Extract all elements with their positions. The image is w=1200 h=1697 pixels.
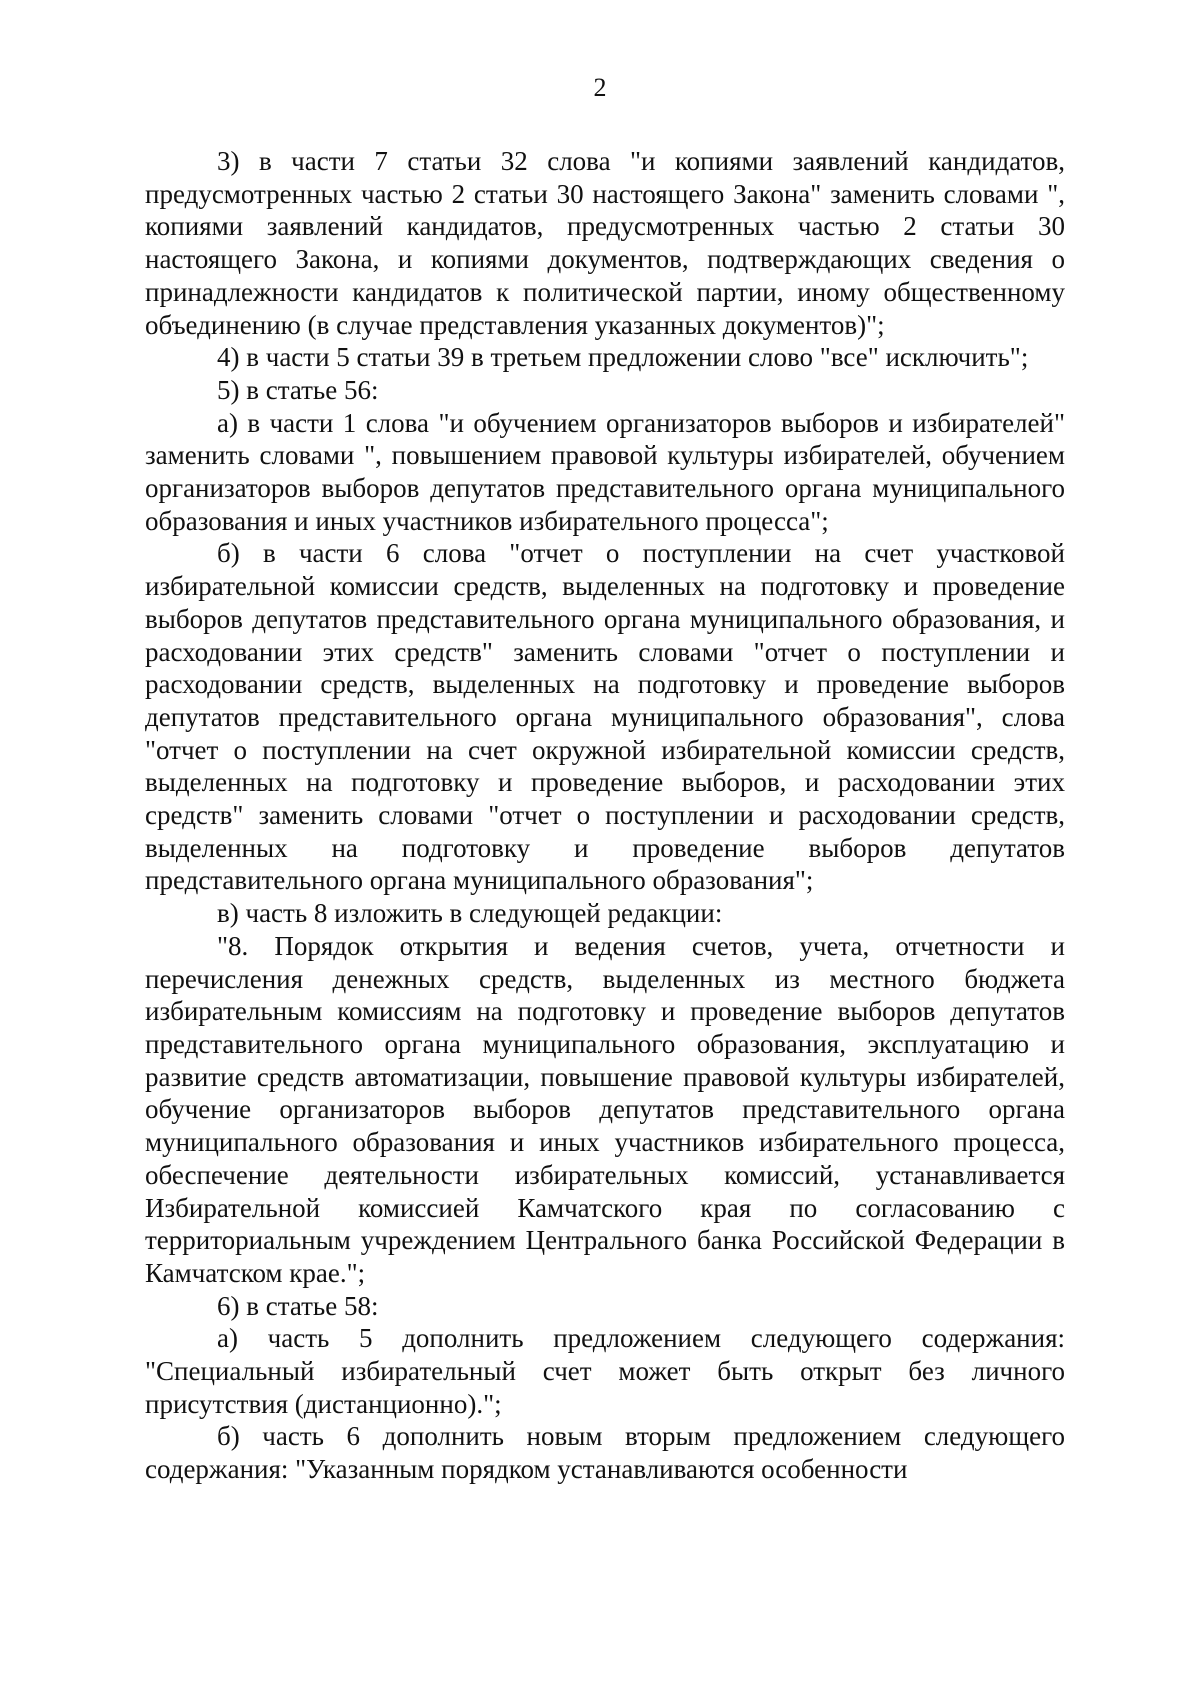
- page-number: 2: [593, 73, 607, 102]
- paragraph-item-6: 6) в статье 58:: [217, 1290, 379, 1321]
- paragraph-item-5: 5) в статье 56:: [217, 374, 379, 405]
- paragraph-subitem-5v: в) часть 8 изложить в следующей редакции:: [217, 898, 723, 929]
- paragraph-item-4: 4) в части 5 статьи 39 в третьем предложении слово "все" исключить";: [217, 342, 1029, 373]
- document-body: [145, 145, 1065, 1486]
- paragraph-subitem-5b: б) в части 6 слова "отчет о поступлении на счет участковой избирательной комиссии средств, выделенных на подготовку и проведение выборов депутатов представительного органа муниципального образования, и расходовании этих средств" заменить словами "отчет о поступлении и расходовании средств, выделенных на подготовку и проведение выборов депутатов представительного органа муниципального образования", слова "отчет о поступлении на счет окружной избирательной комиссии средств, выделенных на подготовку и проведение выборов, и расходовании этих средств" заменить словами "отчет о поступлении и расходовании средств, выделенных на подготовку и проведение выборов депутатов представительного органа муниципального образования";: [145, 538, 1065, 896]
- paragraph-subitem-6a: а) часть 5 дополнить предложением следующего содержания: "Специальный избирательный счет может быть открыт без личного присутствия (дистанционно).";: [145, 1323, 1065, 1419]
- paragraph-subitem-5a: а) в части 1 слова "и обучением организаторов выборов и избирателей" заменить словами ", повышением правовой культуры избирателей, обучением организаторов выборов депутатов представительного органа муниципального образования и иных участников избирательного процесса";: [145, 407, 1065, 536]
- paragraph-subitem-6b: б) часть 6 дополнить новым вторым предложением следующего содержания: "Указанным порядком устанавливаются особенности: [145, 1421, 1065, 1485]
- paragraph-item-3: 3) в части 7 статьи 32 слова "и копиями заявлений кандидатов, предусмотренных частью 2 статьи 30 настоящего Закона" заменить словами ", копиями заявлений кандидатов, предусмотренных частью 2 статьи 30 настоящего Закона, и копиями документов, подтверждающих сведения о принадлежности кандидатов к политической партии, иному общественному объединению (в случае представления указанных документов)";: [145, 146, 1065, 340]
- paragraph-quoted-part-8: "8. Порядок открытия и ведения счетов, учета, отчетности и перечисления денежных средств, выделенных из местного бюджета избирательным комиссиям на подготовку и проведение выборов депутатов представительного органа муниципального образования, эксплуатацию и развитие средств автоматизации, повышение правовой культуры избирателей, обучение организаторов выборов депутатов представительного органа муниципального образования и иных участников избирательного процесса, обеспечение деятельности избирательных комиссий, устанавливается Избирательной комиссией Камчатского края по согласованию с территориальным учреждением Центрального банка Российской Федерации в Камчатском крае.";: [145, 930, 1065, 1288]
